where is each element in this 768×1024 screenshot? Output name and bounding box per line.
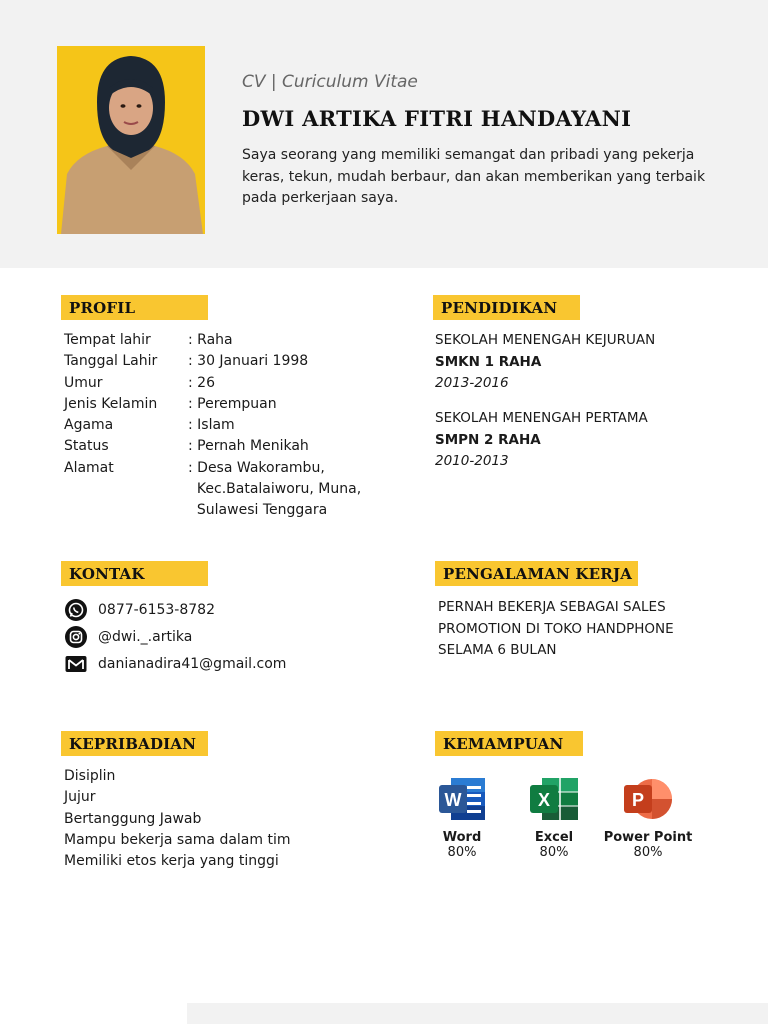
profil-row — [64, 351, 378, 372]
list-item: Disiplin — [64, 768, 116, 784]
profil-value: Kec.Batalaiworu, Muna, — [188, 481, 362, 498]
skill-percent: 80% — [633, 845, 663, 860]
profil-value: : 30 Januari 1998 — [188, 353, 309, 370]
profil-row — [64, 373, 378, 394]
profil-row — [64, 330, 378, 351]
profil-label: Tempat lahir — [64, 332, 151, 348]
contact-email-text[interactable]: danianadira41@gmail.com — [98, 655, 287, 672]
skill-name: Word — [442, 830, 482, 845]
education-item — [435, 408, 648, 473]
profil-value: : Islam — [188, 417, 235, 434]
contact-instagram-text[interactable]: @dwi._.artika — [98, 628, 193, 645]
personality-list — [64, 766, 290, 872]
skill-word — [428, 776, 496, 860]
profil-row — [64, 436, 378, 457]
skill-percent: 80% — [539, 845, 569, 860]
profil-value: : Perempuan — [188, 395, 277, 412]
contact-phone-text[interactable]: 0877-6153-8782 — [98, 601, 215, 618]
contact-phone — [64, 596, 286, 623]
profil-list — [64, 330, 378, 522]
profil-row — [64, 394, 378, 415]
education-item — [435, 330, 655, 395]
profil-row — [64, 415, 378, 436]
mail-icon — [64, 652, 88, 676]
svg-text:X: X — [537, 790, 551, 810]
experience-line: PROMOTION DI TOKO HANDPHONE — [438, 620, 674, 637]
profil-value: : Raha — [188, 332, 233, 348]
svg-text:P: P — [631, 790, 645, 810]
person-name: DWI ARTIKA FITRI HANDAYANI — [242, 106, 632, 131]
education-level: SEKOLAH MENENGAH KEJURUAN — [435, 332, 656, 348]
section-title-pendidikan: PENDIDIKAN — [433, 295, 580, 320]
list-item: Bertanggung Jawab — [64, 810, 202, 827]
skill-excel — [520, 776, 588, 860]
skill-percent: 80% — [447, 845, 477, 860]
education-school: SMKN 1 RAHA — [435, 353, 542, 370]
profil-value: : Pernah Menikah — [188, 438, 309, 455]
footer-strip — [187, 1003, 768, 1024]
education-years: 2013-2016 — [435, 375, 509, 391]
profil-label: Agama — [64, 417, 114, 434]
section-title-kemampuan: KEMAMPUAN — [435, 731, 583, 756]
education-level: SEKOLAH MENENGAH PERTAMA — [435, 410, 648, 426]
education-school: SMPN 2 RAHA — [435, 431, 541, 448]
excel-icon — [528, 776, 580, 822]
list-item: Mampu bekerja sama dalam tim — [64, 831, 291, 848]
skill-name: Power Point — [603, 830, 693, 845]
instagram-icon — [64, 625, 88, 649]
profil-value: : Desa Wakorambu, — [188, 459, 325, 476]
profil-label: Alamat — [64, 459, 114, 476]
section-title-kepribadian: KEPRIBADIAN — [61, 731, 208, 756]
profil-label: Tanggal Lahir — [64, 353, 158, 370]
experience-line: SELAMA 6 BULAN — [438, 642, 557, 658]
section-title-kontak: KONTAK — [61, 561, 208, 586]
list-item: Memiliki etos kerja yang tinggi — [64, 853, 279, 870]
word-icon — [437, 776, 487, 822]
profil-row — [64, 500, 378, 521]
list-item: Jujur — [64, 789, 96, 806]
experience-line: PERNAH BEKERJA SEBAGAI SALES — [438, 599, 666, 615]
education-years: 2010-2013 — [435, 453, 509, 469]
profil-value: Sulawesi Tenggara — [188, 502, 328, 519]
svg-text:W: W — [444, 790, 462, 810]
skill-name: Excel — [534, 830, 574, 845]
experience-text — [438, 597, 738, 662]
section-title-pengalaman: PENGALAMAN KERJA — [435, 561, 638, 586]
profil-value: : 26 — [188, 374, 215, 391]
whatsapp-icon — [64, 598, 88, 622]
section-title-profil: PROFIL — [61, 295, 208, 320]
profil-row — [64, 458, 378, 479]
skill-powerpoint — [600, 776, 696, 860]
profil-label: Umur — [64, 374, 103, 391]
summary-text: Saya seorang yang memiliki semangat dan pribadi yang pekerja keras, tekun, mudah berbaur, dan akan memberikan yang terbaik pada perkerjaan saya. — [242, 147, 706, 206]
powerpoint-icon — [622, 776, 674, 822]
profil-row — [64, 479, 378, 500]
profil-label: Status — [64, 438, 109, 455]
profil-label — [64, 500, 188, 521]
cv-label: CV | Curiculum Vitae — [242, 72, 418, 92]
contact-email — [64, 650, 286, 677]
profil-label — [64, 479, 188, 500]
contact-instagram — [64, 623, 286, 650]
profil-label: Jenis Kelamin — [64, 395, 158, 412]
contact-list — [64, 596, 286, 677]
profile-photo — [57, 46, 205, 234]
